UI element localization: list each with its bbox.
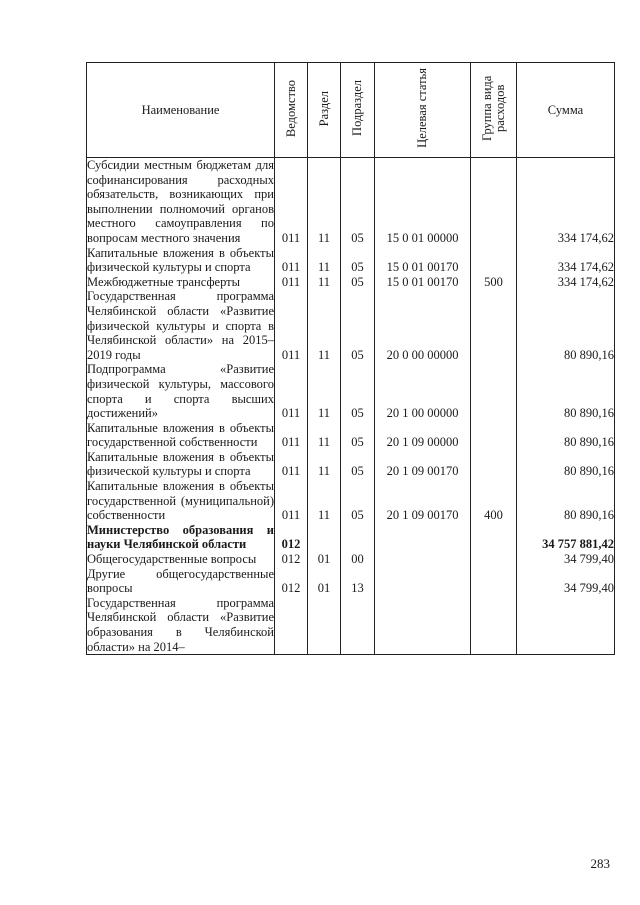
row-gruppa <box>471 158 517 246</box>
row-vedomstvo: 011 <box>275 246 308 275</box>
row-podrazdel: 05 <box>341 362 375 420</box>
header-podrazdel: Подраздел <box>341 63 375 158</box>
row-vedomstvo: 011 <box>275 362 308 420</box>
row-razdel: 11 <box>308 421 341 450</box>
row-celevaya-statya: 20 0 00 00000 <box>375 289 471 362</box>
row-name: Государственная программа Челябинской области «Развитие физической культуры и спорта в Челябинской области» на 2015–2019 годы <box>87 289 274 362</box>
row-gruppa: 500 <box>471 275 517 290</box>
row-summa: 334 174,62 <box>517 246 615 275</box>
row-name: Капитальные вложения в объекты физической культуры и спорта <box>87 245 274 275</box>
row-podrazdel: 13 <box>341 567 375 596</box>
row-vedomstvo <box>275 596 308 655</box>
table-row <box>87 450 615 479</box>
row-name: Межбюджетные трансферты <box>87 275 275 290</box>
row-razdel: 11 <box>308 362 341 420</box>
table-row <box>87 523 615 552</box>
header-razdel: Раздел <box>308 63 341 158</box>
page-number: 283 <box>590 856 610 871</box>
row-podrazdel <box>341 523 375 552</box>
row-name: Субсидии местным бюджетам для софинансирования расходных обязательств, возникающих при выполнении полномочий органов местного самоуправления по вопросам местного значения <box>87 158 274 245</box>
table-row <box>87 421 615 450</box>
row-podrazdel: 00 <box>341 552 375 567</box>
row-name: Министерство образования и науки Челябинской области <box>87 522 274 552</box>
row-podrazdel: 05 <box>341 275 375 290</box>
row-celevaya-statya: 15 0 01 00170 <box>375 246 471 275</box>
row-name: Капитальные вложения в объекты физической культуры и спорта <box>87 449 274 479</box>
row-podrazdel <box>341 596 375 655</box>
row-gruppa: 400 <box>471 479 517 523</box>
row-celevaya-statya <box>375 567 471 596</box>
row-razdel: 11 <box>308 158 341 246</box>
row-gruppa <box>471 523 517 552</box>
row-razdel: 11 <box>308 275 341 290</box>
row-celevaya-statya <box>375 523 471 552</box>
header-gruppa-vida-rashodov: Группа вида расходов <box>471 63 517 158</box>
row-podrazdel: 05 <box>341 246 375 275</box>
row-razdel <box>308 523 341 552</box>
row-vedomstvo: 011 <box>275 450 308 479</box>
row-celevaya-statya: 20 1 09 00170 <box>375 479 471 523</box>
table-row <box>87 596 615 655</box>
row-celevaya-statya: 15 0 01 00000 <box>375 158 471 246</box>
row-summa: 34 799,40 <box>517 552 615 567</box>
header-vedomstvo: Ведомство <box>275 63 308 158</box>
row-vedomstvo: 011 <box>275 289 308 362</box>
row-gruppa <box>471 567 517 596</box>
header-name: Наименование <box>87 63 275 158</box>
row-gruppa <box>471 362 517 420</box>
row-razdel: 01 <box>308 552 341 567</box>
row-gruppa <box>471 289 517 362</box>
table-header-row <box>87 63 615 158</box>
row-summa: 80 890,16 <box>517 421 615 450</box>
row-podrazdel: 05 <box>341 450 375 479</box>
row-summa: 34 757 881,42 <box>517 523 615 552</box>
row-podrazdel: 05 <box>341 158 375 246</box>
row-celevaya-statya <box>375 596 471 655</box>
row-podrazdel: 05 <box>341 289 375 362</box>
row-vedomstvo: 011 <box>275 479 308 523</box>
row-name: Другие общегосударственные вопросы <box>87 566 274 596</box>
row-razdel: 11 <box>308 289 341 362</box>
row-summa: 334 174,62 <box>517 275 615 290</box>
header-summa: Сумма <box>517 63 615 158</box>
row-summa: 80 890,16 <box>517 450 615 479</box>
row-name: Подпрограмма «Развитие физической культуры, массового спорта и спорта высших достижений» <box>87 362 274 421</box>
row-gruppa <box>471 246 517 275</box>
row-razdel: 11 <box>308 246 341 275</box>
table-row <box>87 246 615 275</box>
budget-table <box>86 62 615 655</box>
row-podrazdel: 05 <box>341 479 375 523</box>
row-vedomstvo: 012 <box>275 552 308 567</box>
row-vedomstvo: 011 <box>275 158 308 246</box>
row-celevaya-statya: 15 0 01 00170 <box>375 275 471 290</box>
row-razdel: 01 <box>308 567 341 596</box>
row-vedomstvo: 011 <box>275 275 308 290</box>
row-vedomstvo: 012 <box>275 523 308 552</box>
row-razdel: 11 <box>308 479 341 523</box>
row-summa: 80 890,16 <box>517 289 615 362</box>
row-gruppa <box>471 552 517 567</box>
table-row <box>87 289 615 362</box>
header-celevaya-statya: Целевая статья <box>375 63 471 158</box>
row-razdel: 11 <box>308 450 341 479</box>
table-row <box>87 552 615 567</box>
table-row <box>87 158 615 246</box>
row-name: Государственная программа Челябинской области «Развитие образования в Челябинской области» на 2014– <box>87 595 274 654</box>
row-celevaya-statya <box>375 552 471 567</box>
row-name: Капитальные вложения в объекты государственной (муниципальной) собственности <box>87 479 274 523</box>
table-row <box>87 479 615 523</box>
row-name: Капитальные вложения в объекты государственной собственности <box>87 420 274 450</box>
table-row <box>87 567 615 596</box>
row-podrazdel: 05 <box>341 421 375 450</box>
table-row <box>87 362 615 420</box>
row-summa: 80 890,16 <box>517 362 615 420</box>
row-vedomstvo: 012 <box>275 567 308 596</box>
row-gruppa <box>471 421 517 450</box>
row-name: Общегосударственные вопросы <box>87 552 275 567</box>
row-vedomstvo: 011 <box>275 421 308 450</box>
row-celevaya-statya: 20 1 00 00000 <box>375 362 471 420</box>
row-summa: 80 890,16 <box>517 479 615 523</box>
row-summa <box>517 596 615 655</box>
row-razdel <box>308 596 341 655</box>
row-gruppa <box>471 450 517 479</box>
row-celevaya-statya: 20 1 09 00170 <box>375 450 471 479</box>
row-summa: 34 799,40 <box>517 567 615 596</box>
table-row <box>87 275 615 290</box>
row-celevaya-statya: 20 1 09 00000 <box>375 421 471 450</box>
row-gruppa <box>471 596 517 655</box>
row-summa: 334 174,62 <box>517 158 615 246</box>
